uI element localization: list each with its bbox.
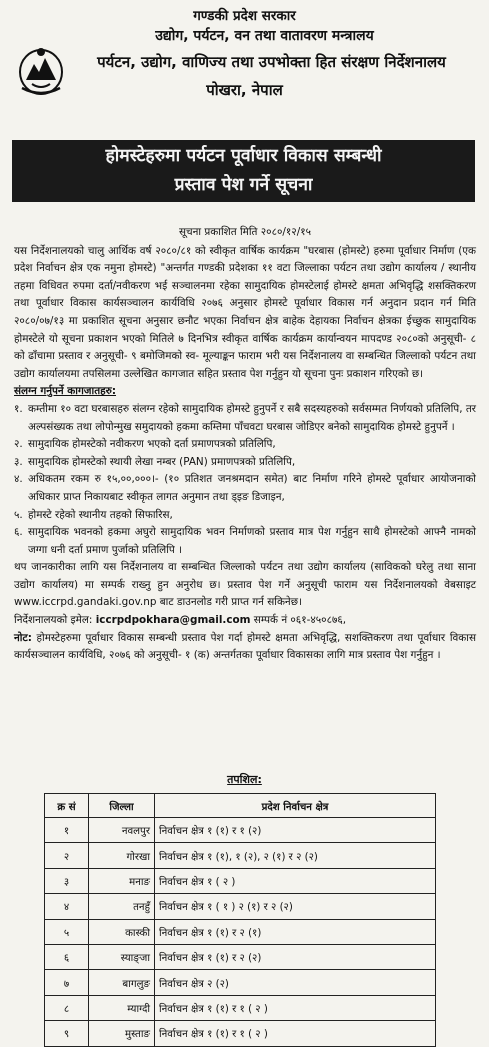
directorate-name: पर्यटन, उद्योग, वाणिज्य तथा उपभोक्ता हित संरक्षण निर्देशनालय	[97, 53, 446, 71]
phone-number: सम्पर्क नं ०६१-४५०८७६,	[250, 614, 347, 627]
government-name: गण्डकी प्रदेश सरकार	[193, 8, 296, 24]
email-address[interactable]: iccrpdpokhara@gmail.com	[95, 614, 251, 627]
contact-paragraph: थप जानकारीका लागि यस निर्देशनालय वा सम्बन्धित जिल्लाको पर्यटन तथा उद्योग कार्यालय (साविकको घरेलु तथा साना उद्योग कार्यालय) मा सम्पर्क राख्नु हुन अनुरोध छ। प्रस्ताव पेश गर्ने अनुसूची फाराम यस निर्देशनालयको वेबसाइट www.iccrpd.gandaki.gov.np बाट डाउनलोड गरी प्राप्त गर्न सकिनेछ।	[14, 561, 476, 609]
constituency-table	[44, 793, 436, 1047]
table-row: ९ मुस्ताङ निर्वाचन क्षेत्र १ (१) र १ ( २ )	[45, 1021, 436, 1046]
letterhead	[10, 0, 479, 112]
table-header-row	[45, 794, 436, 818]
header-constituency: प्रदेश निर्वाचन क्षेत्र	[155, 794, 436, 818]
list-item: ४. अधिकतम रकम रु १५,००,०००।- (१० प्रतिशत जनश्रमदान समेत) बाट निर्माण गरिने होमस्टे पूर्वाधार आयोजनाको अधिकार प्राप्त निकायबाट स्वीकृत लागत अनुमान तथा ड्इङ डिजाइन,	[14, 473, 476, 503]
table-row: ७ बागलुङ निर्वाचन क्षेत्र २ (२)	[45, 970, 436, 995]
list-item: ५. होमस्टे रहेको स्थानीय तहको सिफारिस,	[14, 508, 173, 521]
table-row: ६ स्याङ्जा निर्वाचन क्षेत्र १ (१) र २ (२)	[45, 944, 436, 969]
list-item: २. सामुदायिक होमस्टेको नवीकरण भएको दर्ता प्रमाणपत्रको प्रतिलिपि,	[14, 438, 276, 451]
documents-list	[14, 401, 476, 559]
documents-heading: संलग्न गर्नुपर्ने कागजातहरु:	[14, 385, 117, 398]
table-row: ५ कास्की निर्वाचन क्षेत्र १ (१) र २ (१)	[45, 919, 436, 944]
header-district: जिल्ला	[89, 794, 155, 818]
note-label: नोट:	[14, 631, 32, 644]
banner-line-1: होमस्टेहरुमा पर्यटन पूर्वाधार विकास सम्बन्धी	[105, 146, 382, 166]
list-item: १. कम्तीमा १० वटा घरबासहरु संलग्न रहेको सामुदायिक होमस्टे हुनुपर्ने र सबै सदस्यहरुको सर्वसम्मत निर्णयको प्रतिलिपि, तर अल्पसंख्यक तथा लोपोन्मुख समुदायको हकमा कम्तिमा पाँचवटा घरबास जोडिएर बनेको सामुदायिक होमस्टे हुनुपर्ने ।	[14, 402, 476, 433]
contact-line	[14, 612, 476, 630]
table-row: ४ तनहुँ निर्वाचन क्षेत्र १ ( १ ) २ (१) र २ (२)	[45, 894, 436, 919]
notice-body	[14, 224, 476, 665]
publication-date: सूचना प्रकाशित मिति २०८०/१२/१५	[179, 226, 311, 238]
email-label: निर्देशनालयको इमेल:	[14, 614, 96, 627]
table-row: ३ मनाङ निर्वाचन क्षेत्र १ ( २ )	[45, 868, 436, 893]
banner-line-2: प्रस्ताव पेश गर्ने सूचना	[174, 175, 313, 195]
table-title: तपशिल:	[227, 773, 262, 786]
list-item: ६. सामुदायिक भवनको हकमा अघुरो सामुदायिक भवन निर्माणको प्रस्ताव मात्र पेश गर्नुहुन साथै होमस्टेको आफ्नै नामको जग्गा धनी दर्ता प्रमाण पुर्जाको प्रतिलिपि ।	[14, 526, 476, 556]
table-row: १ नवलपुर निर्वाचन क्षेत्र १ (१) र १ (२)	[45, 818, 436, 843]
table-row: ८ म्याग्दी निर्वाचन क्षेत्र १ (१) र १ ( २ )	[45, 995, 436, 1020]
office-location: पोखरा, नेपाल	[206, 81, 283, 99]
list-item: ३. सामुदायिक होमस्टेको स्थायी लेखा नम्बर (PAN) प्रमाणपत्रको प्रतिलिपि,	[14, 455, 296, 468]
note-text: होमस्टेहरुमा पूर्वाधार विकास सम्बन्धी प्रस्ताव पेश गर्दा होमस्टे क्षमता अभिवृद्धि, सशक्तिकरण तथा पूर्वाधार विकास कार्यसञ्चालन कार्यविधि, २०७६ को अनुसूची- १ (क) अन्तर्गतका पूर्वाधार विकासका लागि मात्र प्रस्ताव पेश गर्नुहुन ।	[14, 631, 476, 662]
ministry-name: उद्योग, पर्यटन, वन तथा वातावरण मन्त्रालय	[155, 28, 374, 44]
header-serial: क्र सं	[45, 794, 89, 818]
note-paragraph	[14, 630, 476, 665]
intro-paragraph: यस निर्देशनालयको चालु आर्थिक वर्ष २०८०/८१ को स्वीकृत वार्षिक कार्यक्रम "घरबास (होमस्टे) हरुमा पूर्वाधार निर्माण (एक प्रदेश निर्वाचन क्षेत्र एक नमुना होमस्टे) "अन्तर्गत गण्डकी प्रदेशका ११ वटा जिल्लाका पर्यटन तथा उद्योग कार्यालय / स्थानीय तहमा विधिवत रुपमा दर्ता/नवीकरण भई सञ्चालनमा रहेका सामुदायिक होमस्टेलाई होमस्टे क्षमता अभिवृद्धि शसक्तिकरण तथा पूर्वाधार विकास कार्यसञ्चालन कार्यविधि २०७६ अनुसार होमस्टे पूर्वाधार विकास गर्न अनुदान प्रदान गर्न मिति २०८०/०७/१३ मा प्रकाशित सूचना अनुसार छनौट भएका निर्वाचन क्षेत्र बाहेक देहायका निर्वाचन क्षेत्रका ईच्छुक सामुदायिक होमस्टेले यो सूचना प्रकाशन भएको मितिले ७ दिनभित्र स्वीकृत वार्षिक कार्यक्रम कार्यान्वयन मापदण्ड २०८०को अनुसूची- ८ को ढाँचामा प्रस्ताव र अनुसूची- ९ बमोजिमको स्व- मूल्याङ्कन फाराम भरी यस निर्देशनालय वा सम्बन्धित जिल्लाको पर्यटन तथा उद्योग कार्यालयमा तपसिलमा उल्लेखित कागजात सहित प्रस्ताव पेश गर्नुहुन यो सूचना पुनः प्रकाशन गरिएको छ।	[14, 244, 476, 380]
notice-title-banner	[12, 140, 475, 202]
table-row: २ गोरखा निर्वाचन क्षेत्र १ (१), १ (२), २ (१) र २ (२)	[45, 843, 436, 868]
